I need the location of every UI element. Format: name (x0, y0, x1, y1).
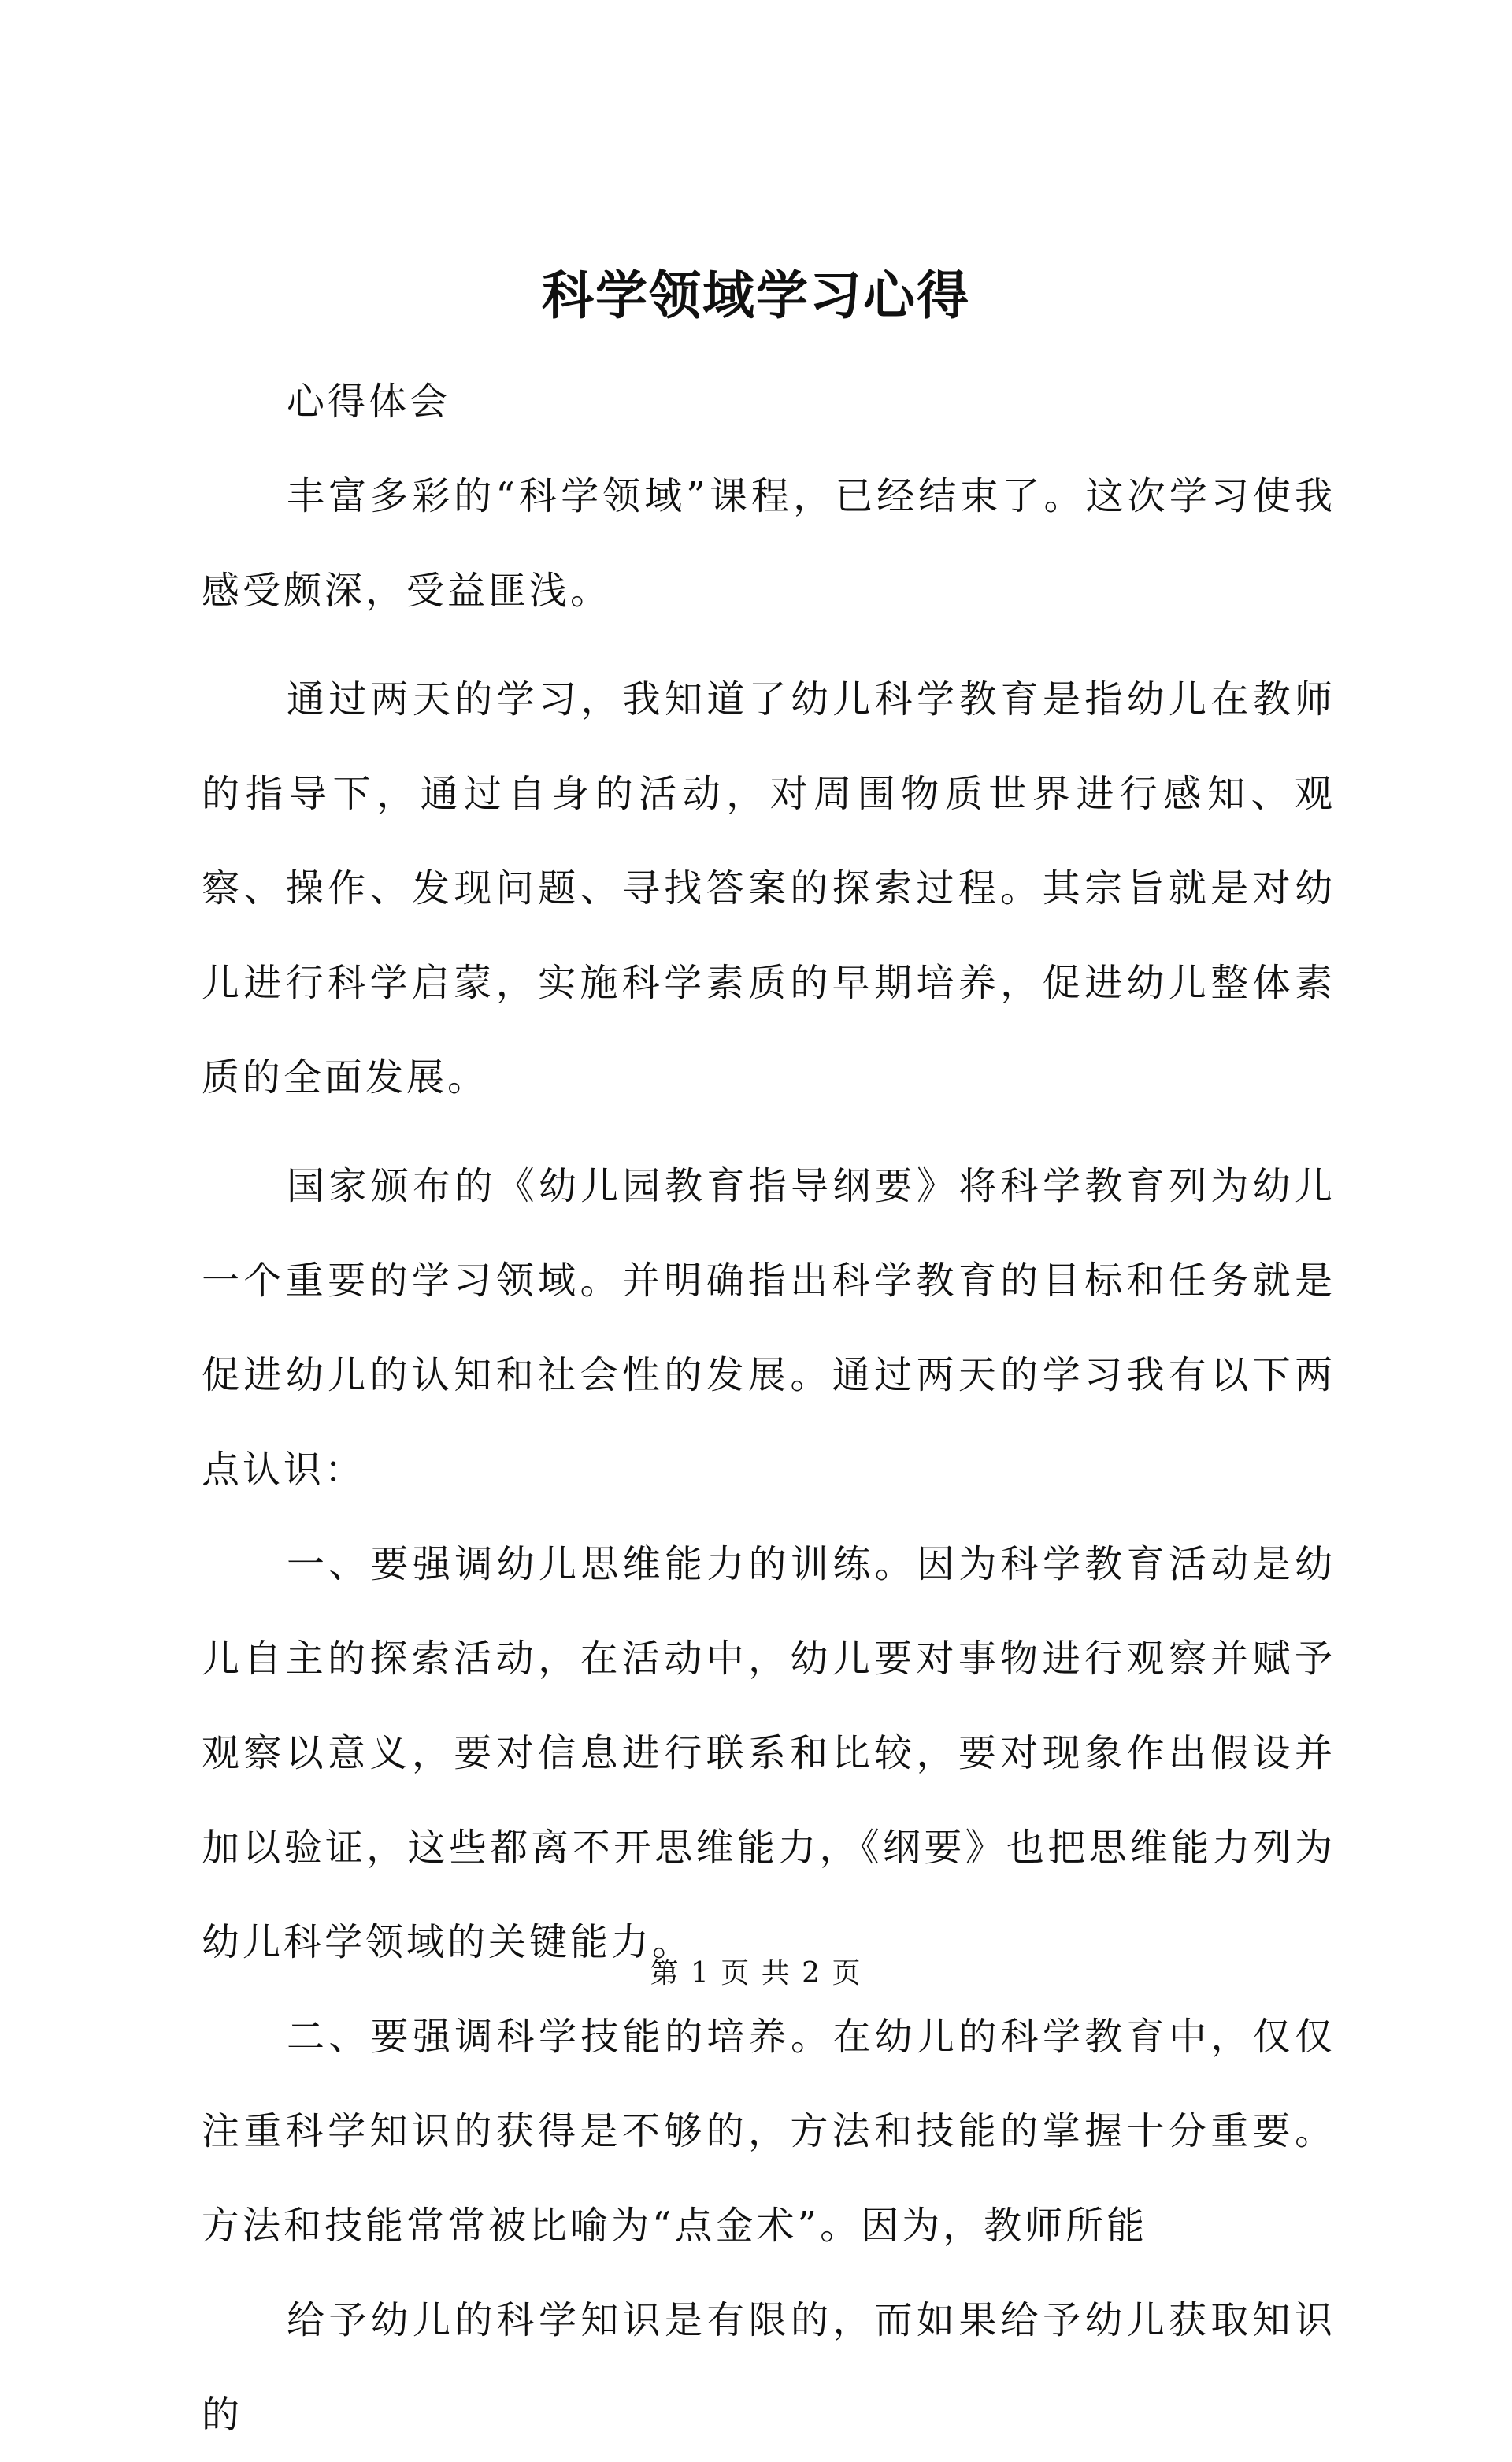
paragraph-point-one: 一、要强调幼儿思维能力的训练。因为科学教育活动是幼儿自主的探索活动，在活动中，幼儿要对事物进行观察并赋予观察以意义，要对信息进行联系和比较，要对现象作出假设并加以验证，这些都离不开思维能力，《纲要》也把思维能力列为幼儿科学领域的关键能力。 (202, 1542, 1336, 1964)
subtitle-paragraph: 心得体会 (287, 380, 451, 424)
paragraph-guideline: 国家颁布的《幼儿园教育指导纲要》将科学教育列为幼儿一个重要的学习领域。并明确指出科学教育的目标和任务就是促进幼儿的认知和社会性的发展。通过两天的学习我有以下两点认识： (202, 1164, 1336, 1492)
paragraph-definition: 通过两天的学习，我知道了幼儿科学教育是指幼儿在教师的指导下，通过自身的活动，对周围物质世界进行感知、观察、操作、发现问题、寻找答案的探索过程。其宗旨就是对幼儿进行科学启蒙，实施科学素质的早期培养，促进幼儿整体素质的全面发展。 (202, 677, 1336, 1099)
page-footer: 第 1 页 共 2 页 (650, 1957, 862, 1989)
paragraph-intro: 丰富多彩的“科学领域”课程，已经结束了。这次学习使我感受颇深，受益匪浅。 (202, 474, 1336, 613)
paragraph-continuation: 给予幼儿的科学知识是有限的，而如果给予幼儿获取知识的 (202, 2298, 1336, 2437)
page-title: 科学领域学习心得 (542, 265, 970, 326)
document-body (202, 354, 1336, 2462)
paragraph-point-two: 二、要强调科学技能的培养。在幼儿的科学教育中，仅仅注重科学知识的获得是不够的，方法和技能的掌握十分重要。方法和技能常常被比喻为“点金术”。因为，教师所能 (202, 2015, 1336, 2248)
